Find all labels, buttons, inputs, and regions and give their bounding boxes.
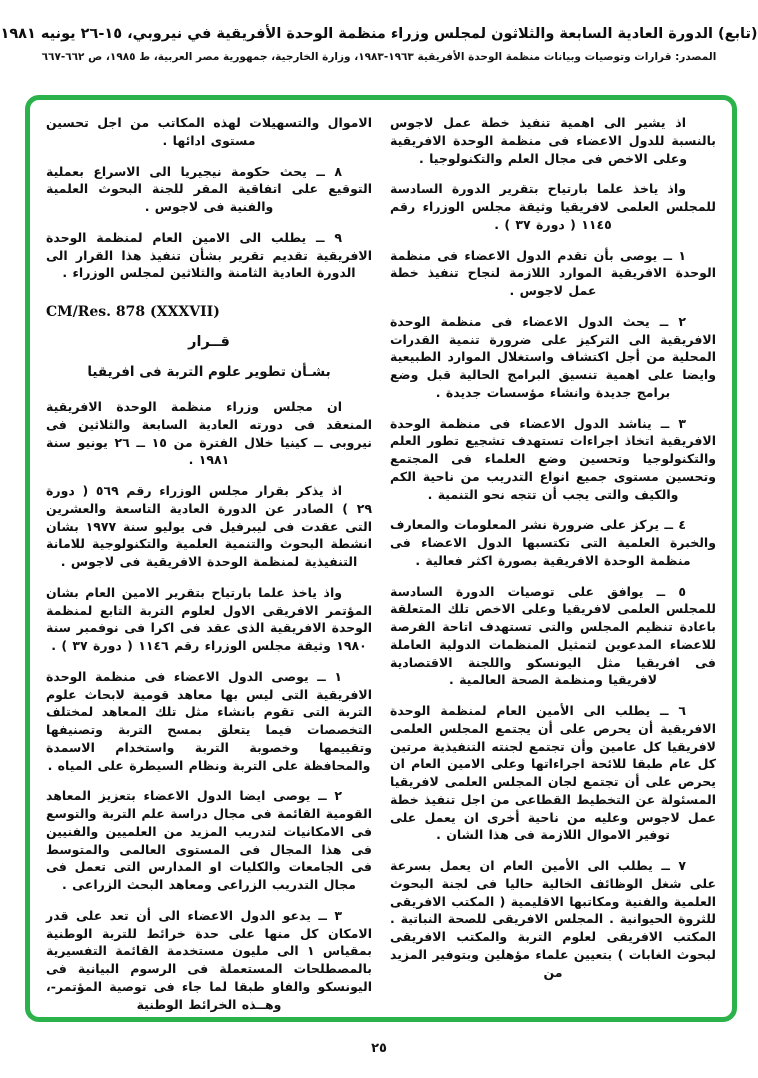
paragraph: ١ ــ يوصى الدول الاعضاء فى منظمة الوحدة الافريقية التى ليس بها معاهد قومية لابحاث علوم التربة التى تقوم بانشاء مثل تلك المعاهد لمختلف التخصصات فيما يتعلق بمسح التربة وتصنيفها وتقييمها وخصوبة التربة واستخدام الاسمدة والمحافظة على التربة ونظام السيطرة على المياه . <box>46 668 372 773</box>
page-number: ٢٥ <box>371 1041 387 1056</box>
resolution-heading: قــرار <box>188 334 230 350</box>
paragraph: ٣ ــ يدعو الدول الاعضاء الى أن تعد على قدر الامكان كل منها على حدة خرائط للتربة الوطنية بمقياس ١ الى مليون مستخدمة القائمة التفسيرية بالمصطلحات المستعملة فى الرسوم البيانية فى اليونسكو والفاو طبقا لما جاء فى توصية المؤتمر-، وهــذه الخرائط الوطنية <box>46 907 373 1012</box>
paragraph: ٢ ــ يحث الدول الاعضاء فى منظمة الوحدة الافريقية الى التركيز على ضرورة تنمية القدرات المحلية من أجل اكتشاف واستغلال الموارد الطبيعية وايضا على اهمية تنسيق البرامج الحالية قبل وضع برامج جديدة وانشاء مؤسسات جديدة . <box>390 313 716 400</box>
paragraph: ١ ــ يوصى بأن تقدم الدول الاعضاء فى منظمة الوحدة الافريقية الموارد اللازمة لنجاح تنفيذ خطة عمل لاجوس . <box>390 247 716 298</box>
paragraph: ٢ ــ يوصى ايضا الدول الاعضاء بتعزيز المعاهد القومية القائمة فى مجال دراسة علم التربة والتوسع فى الامكانيات لتدريب المزيد من العلميين والفنيين فى هذا المجال فى المستوى العالمى والمتوسط فى الجامعات والكليات او المدارس التى تعمل فى مجال التدريب الزراعى ومعاهد البحث الزراعى . <box>45 788 372 892</box>
paragraph: الاموال والتسهيلات لهذه المكاتب من اجل تحسين مستوى ادائها . <box>46 115 372 148</box>
paragraph: ٩ ــ يطلب الى الامين العام لمنظمة الوحدة الافريقية تقديم تقرير بشأن تنفيذ هذا القرار الى الدورة العادية الثامنة والثلاثين لمجلس الوزراء . <box>46 229 372 281</box>
resolution-subheading: بشـأن تطوير علوم التربة فى افريقيا <box>87 364 331 380</box>
paragraph: اذ يذكر بقرار مجلس الوزراء رقم ٥٦٩ ( دورة ٢٩ ) الصادر عن الدورة العادية التاسعة والعشرين التى عقدت فى ليبرفيل فى يوليو سنة ١٩٧٧ بشان انشطة البحوث والتنمية العلمية والتكنولوجية للامانة التنفيذية لمنظمة الوحدة الافريقية فى لاجوس . <box>46 483 372 569</box>
paragraph: ٥ ــ يوافق على توصيات الدورة السادسة للمجلس العلمى لافريقيا وعلى الاخص تلك المتعلقة باعادة تنظيم المجلس والتى تستهدف اتاحة الفرصة للاعضاء المدعوين لتمثيل المنظمات الدولية العاملة فى افريقيا مثل اليونسكو واللجنة الاقتصادية لافريقيا ومنظمة الصحة العالمية . <box>390 583 716 688</box>
paragraph: ان مجلس وزراء منظمة الوحدة الافريقية المنعقد فى دورته العادية السابعة والثلاثين فى نيروبى ــ كينيا خلال الفترة من ١٥ ــ ٢٦ يونيو سنة ١٩٨١ . <box>46 399 372 468</box>
page-header <box>0 0 758 63</box>
left-column <box>45 114 373 1012</box>
right-column <box>390 114 716 1007</box>
paragraph: ٨ ــ يحث حكومة نيجيريا الى الاسراع بعملية التوقيع على اتفاقية المقر للجنة البحوث العلمية والفنية فى لاجوس . <box>46 163 372 214</box>
paragraph: ٤ ــ يركز على ضرورة نشر المعلومات والمعارف والخبرة العلمية التى تكتسبها الدول الاعضاء فى منظمة الوحدة الافريقية بصورة اكثر فعالية . <box>390 517 716 568</box>
paragraph: ٣ ــ يناشد الدول الاعضاء فى منظمة الوحدة الافريقية اتخاذ اجراءات تستهدف تشجيع تطور العلم والتكنولوجيا وتحسين وضع العلماء فى المجتمع وتحسين مستوى جميع انواع التدريب من ناحية الكم والكيف والتى يجب أن تتجه نحو التنمية . <box>390 415 716 502</box>
paragraph: واذ ياخذ علما بارتياح بتقرير الدورة السادسة للمجلس العلمى لافريقيا وثيقة مجلس الوزراء رقم ١١٤٥ ( دورة ٣٧ ) . <box>390 181 716 232</box>
paragraph: واذ ياخذ علما بارتياح بتقرير الامين العام بشان المؤتمر الافريقى الاول لعلوم التربة التابع لمنظمة الوحدة الافريقية الذى عقد فى اكرا فى نوفمبر سنة ١٩٨٠ وثيقة مجلس الوزراء رقم ١١٤٦ ( دورة ٣٧ ) . <box>46 584 372 653</box>
resolution-green-box <box>25 95 737 1022</box>
paragraph: ٦ ــ يطلب الى الأمين العام لمنظمة الوحدة الافريقية أن يحرص على أن يجتمع المجلس العلمى لافريقيا كل عامين وأن تجتمع لجنته التنفيذية مرتين كل عام طبقا للائحة اجراءاتها وعلى الامين العام ان يحرص على أن تجتمع لجان المجلس العلمى لافريقيا المسئولة عن التخطيط القطاعى من اجل تنفيذ خطة عمل لاجوس وعليه من ناحية أخرى ان يعمل على توفير الاموال اللازمة فى هذا الشان . <box>390 703 716 843</box>
resolution-reference: CM/Res. 878 (XXXVII) <box>46 304 220 320</box>
paragraph: ٧ ــ يطلب الى الأمين العام ان يعمل بسرعة على شغل الوظائف الخالية حاليا فى لجنة البحوث العلمية والفنية ومكاتبها الاقليمية ( المكتب الافريقى للثروة الحيوانية . المجلس الافريقى للصحة النباتية . المكتب الافريقى لعلوم التربة والمكتب الافريقى لبحوث الغابات ) بتعيين علماء مؤهلين وبتوفير المزيد من <box>390 858 716 980</box>
header-source: المصدر: قرارات وتوصيات وبيانات منظمة الوحدة الأفريقية ١٩٦٣-١٩٨٣، وزارة الخارجية، جمهورية مصر العربية، ط ١٩٨٥، ص ٦٦٢-٦٦٧ <box>41 51 717 63</box>
two-column-layout <box>45 114 716 1012</box>
header-title: (تابع) الدورة العادية السابعة والثلاثون لمجلس وزراء منظمة الوحدة الأفريقية في نيروبي، ١٥-٢٦ يونيه ١٩٨١ <box>0 26 758 42</box>
paragraph: اذ يشير الى اهمية تنفيذ خطة عمل لاجوس بالنسبة للدول الاعضاء فى منظمة الوحدة الافريقية وعلى الاخص فى مجال العلم والتكنولوجيا . <box>390 115 716 166</box>
